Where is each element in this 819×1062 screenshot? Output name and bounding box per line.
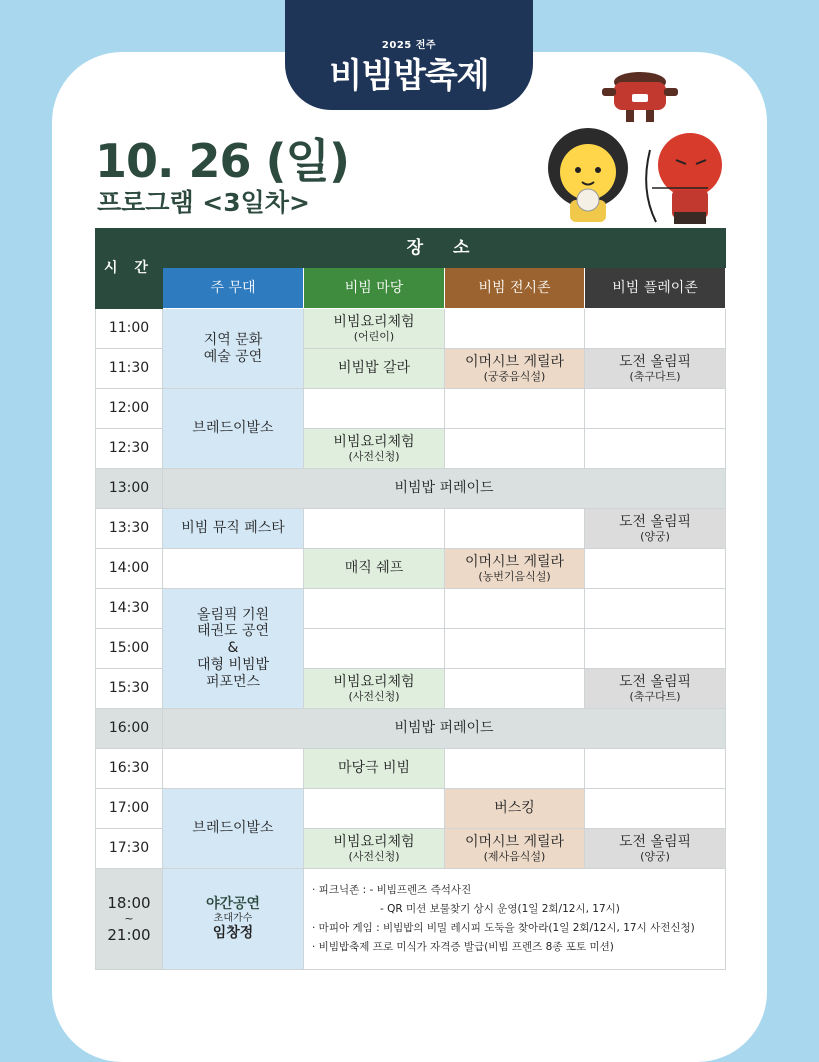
- event-immersive-guerrilla: [445, 349, 585, 389]
- event-title: 비빔요리체험: [333, 433, 415, 450]
- empty-cell: [585, 789, 726, 829]
- header-place: 장 소: [163, 229, 726, 268]
- logo-name-part-1: 비빔: [329, 56, 394, 96]
- empty-cell: [585, 749, 726, 789]
- empty-cell: [445, 589, 585, 629]
- time-cell: 17:00: [96, 789, 163, 829]
- event-sub: (어린이): [353, 330, 395, 344]
- venue-bibim-madang: 비빔 마당: [304, 268, 445, 309]
- event-music-festa: 비빔 뮤직 페스타: [163, 509, 304, 549]
- empty-cell: [585, 309, 726, 349]
- mascots-illustration: [540, 60, 740, 230]
- event-title: 비빔요리체험: [333, 833, 415, 850]
- time-cell: 14:30: [96, 589, 163, 629]
- time-cell: 15:00: [96, 629, 163, 669]
- time-cell: 12:00: [96, 389, 163, 429]
- time-cell: 13:00: [96, 469, 163, 509]
- time-cell: 12:30: [96, 429, 163, 469]
- time-cell: 17:30: [96, 829, 163, 869]
- event-magic-chef: 매직 쉐프: [304, 549, 445, 589]
- time-cell: 13:30: [96, 509, 163, 549]
- event-sub: (사전신청): [348, 690, 400, 704]
- empty-cell: [445, 389, 585, 429]
- event-cooking-reserved: [304, 669, 445, 709]
- empty-cell: [585, 549, 726, 589]
- bibimbap-girl-mascot: [548, 128, 628, 222]
- empty-cell: [585, 429, 726, 469]
- empty-cell: [585, 629, 726, 669]
- venue-bibim-play-zone: 비빔 플레이존: [585, 268, 726, 309]
- time-cell: 14:00: [96, 549, 163, 589]
- note-line: · 피크닉존 : - 비빔프렌즈 즉석사진: [312, 884, 472, 897]
- venue-bibim-exhibit-zone: 비빔 전시존: [445, 268, 585, 309]
- empty-cell: [445, 629, 585, 669]
- event-title: 도전 올림픽: [618, 353, 692, 370]
- event-parade: 비빔밥 퍼레이드: [163, 709, 726, 749]
- festival-logo: [285, 0, 533, 110]
- night-concert-title: 야간공연: [205, 896, 261, 913]
- pot-character-mascot: [602, 72, 678, 122]
- empty-cell: [445, 749, 585, 789]
- event-sub: (축구다트): [629, 370, 681, 384]
- event-title: 이머시브 게릴라: [464, 833, 565, 850]
- event-bread-barbershop: 브레드이발소: [163, 389, 304, 469]
- event-sub: (사전신청): [348, 850, 400, 864]
- event-sub: (사전신청): [348, 450, 400, 464]
- empty-cell: [304, 789, 445, 829]
- empty-cell: [445, 309, 585, 349]
- event-title: 이머시브 게릴라: [464, 553, 565, 570]
- page-subtitle: 프로그램 <3일차>: [97, 188, 310, 217]
- logo-name: [285, 48, 533, 97]
- event-title: 도전 올림픽: [618, 513, 692, 530]
- event-title: 비빔요리체험: [333, 673, 415, 690]
- red-archer-mascot: [646, 133, 722, 224]
- event-parade: 비빔밥 퍼레이드: [163, 469, 726, 509]
- event-title: 비빔요리체험: [333, 313, 415, 330]
- empty-cell: [445, 509, 585, 549]
- guest-name: 임창정: [212, 925, 254, 941]
- event-immersive-guerrilla: [445, 829, 585, 869]
- page-title-date: 10. 26 (일): [95, 134, 350, 188]
- note-line: - QR 미션 보물찾기 상시 운영(1일 2회/12시, 17시): [380, 903, 620, 916]
- time-cell-evening: [96, 869, 163, 970]
- header-time: 시 간: [96, 229, 163, 309]
- event-bread-barbershop: 브레드이발소: [163, 789, 304, 869]
- guest-label: 초대가수: [213, 913, 253, 924]
- time-cell: 11:00: [96, 309, 163, 349]
- event-sub: (양궁): [640, 850, 670, 864]
- event-immersive-guerrilla: [445, 549, 585, 589]
- time-cell: 16:30: [96, 749, 163, 789]
- event-challenge-olympic: [585, 669, 726, 709]
- event-challenge-olympic: [585, 349, 726, 389]
- event-busking: 버스킹: [445, 789, 585, 829]
- event-challenge-olympic: [585, 829, 726, 869]
- event-sub: (농번기음식설): [478, 570, 551, 584]
- time-start: 18:00: [107, 894, 151, 913]
- empty-cell: [445, 669, 585, 709]
- event-title: 도전 올림픽: [618, 833, 692, 850]
- event-sub: (축구다트): [629, 690, 681, 704]
- empty-cell: [304, 389, 445, 429]
- empty-cell: [163, 549, 304, 589]
- event-night-concert: [163, 869, 304, 970]
- time-cell: 16:00: [96, 709, 163, 749]
- note-line: · 마피아 게임 : 비빔밥의 비밀 레시피 도둑을 찾아라(1일 2회/12시, 17시 사전신청): [312, 922, 695, 934]
- event-sub: (양궁): [640, 530, 670, 544]
- logo-year: 2025 전주: [381, 40, 437, 51]
- empty-cell: [304, 629, 445, 669]
- empty-cell: [304, 509, 445, 549]
- event-sub: (제사음식설): [483, 850, 546, 864]
- side-events-notes: [304, 869, 726, 970]
- event-bibimbap-gala: 비빔밥 갈라: [304, 349, 445, 389]
- empty-cell: [585, 389, 726, 429]
- event-title: 이머시브 게릴라: [464, 353, 565, 370]
- schedule-table: [95, 228, 726, 970]
- event-cooking-reserved: [304, 429, 445, 469]
- event-madanggeuk: 마당극 비빔: [304, 749, 445, 789]
- event-sub: (궁중음식설): [483, 370, 546, 384]
- event-taekwondo-performance: 올림픽 기원 태권도 공연 & 대형 비빔밥 퍼포먼스: [163, 589, 304, 709]
- time-end: 21:00: [107, 925, 151, 944]
- note-line: · 비빔밥축제 프로 미식가 자격증 발급(비빔 프렌즈 8종 포토 미션): [312, 940, 614, 953]
- event-title: 도전 올림픽: [618, 673, 692, 690]
- logo-name-part-2: 밥축제: [393, 56, 489, 96]
- event-local-culture: 지역 문화 예술 공연: [163, 309, 304, 389]
- event-cooking-kids: [304, 309, 445, 349]
- time-cell: 15:30: [96, 669, 163, 709]
- empty-cell: [585, 589, 726, 629]
- event-cooking-reserved: [304, 829, 445, 869]
- event-challenge-olympic: [585, 509, 726, 549]
- empty-cell: [445, 429, 585, 469]
- time-separator: ~: [124, 912, 134, 926]
- empty-cell: [163, 749, 304, 789]
- time-cell: 11:30: [96, 349, 163, 389]
- venue-main-stage: 주 무대: [163, 268, 304, 309]
- empty-cell: [304, 589, 445, 629]
